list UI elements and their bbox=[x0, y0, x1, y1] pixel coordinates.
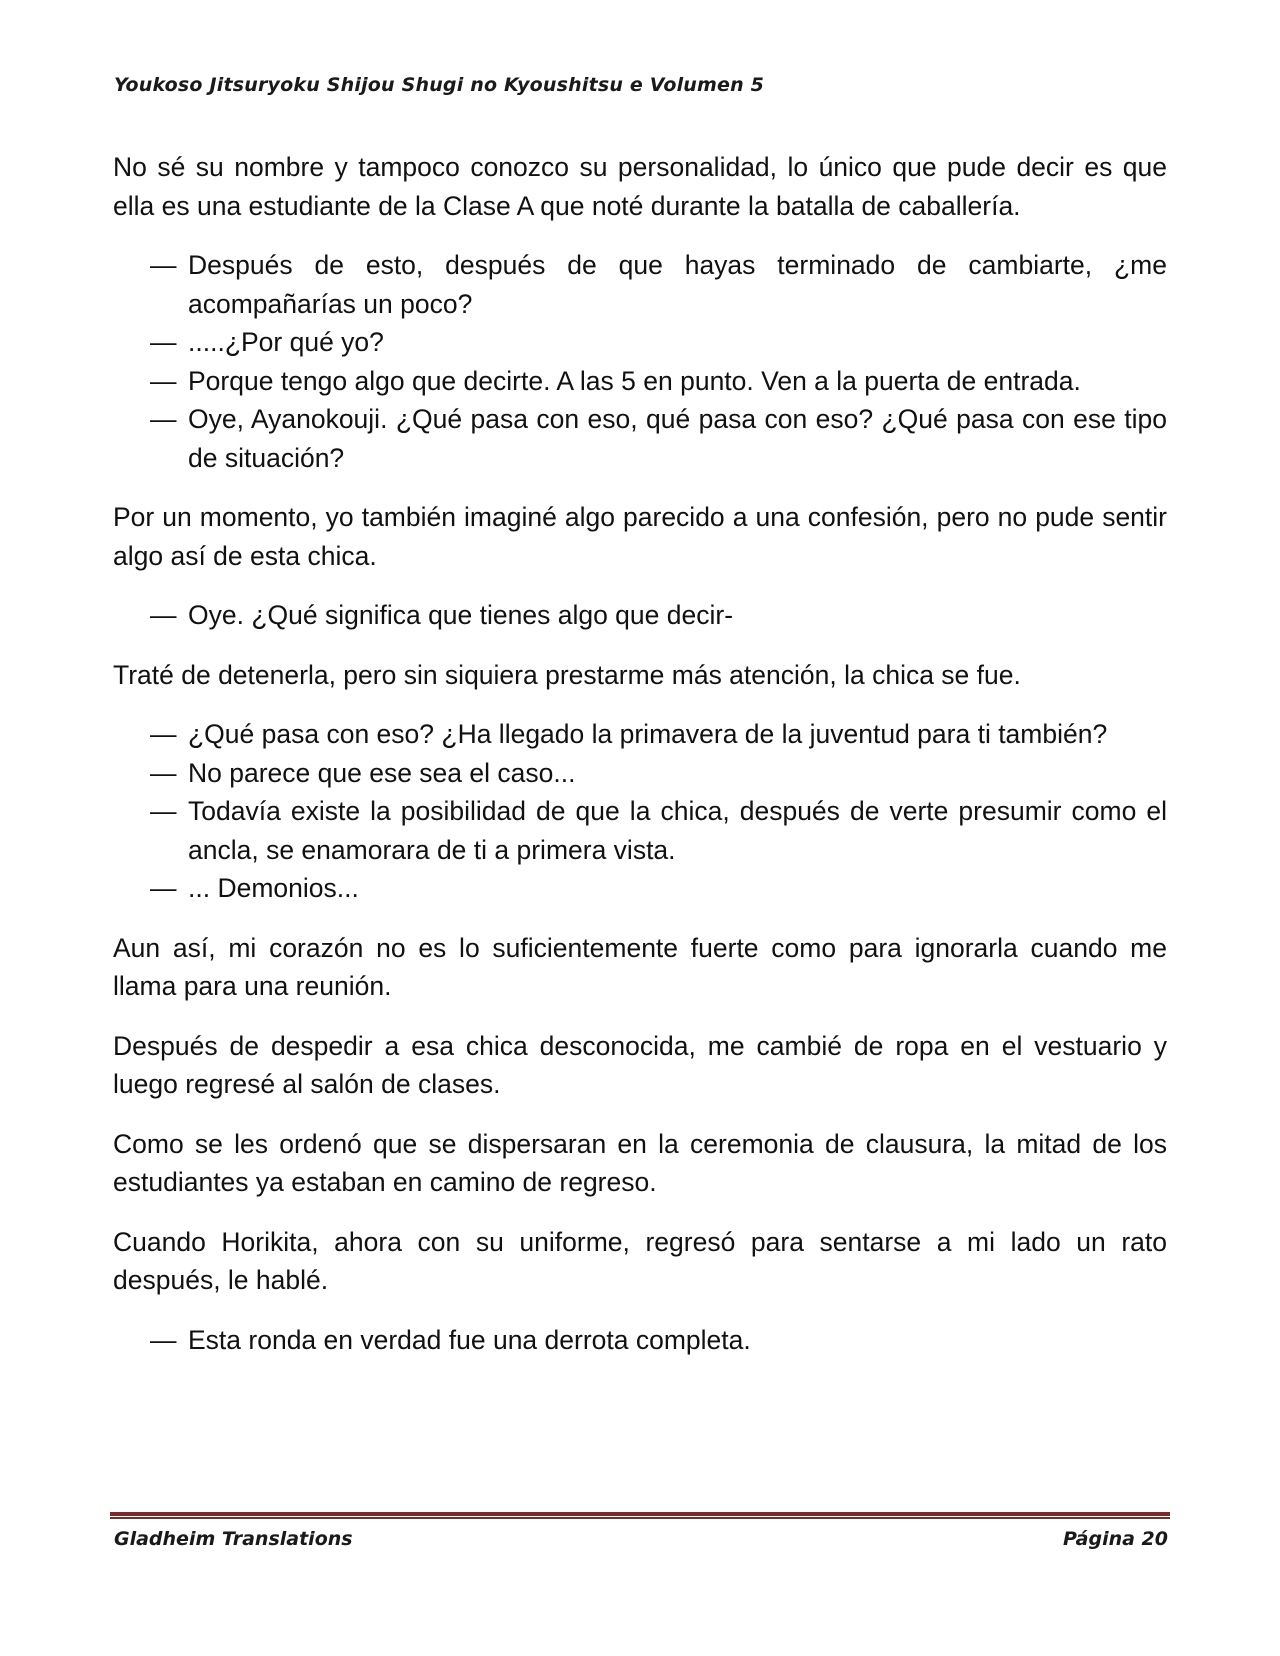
paragraph: Traté de detenerla, pero sin siquiera prestarme más atención, la chica se fue. bbox=[113, 659, 1021, 690]
page-body bbox=[113, 148, 1167, 1380]
dialogue-line bbox=[113, 596, 1167, 635]
dialogue-block bbox=[113, 596, 1167, 635]
dialogue-line bbox=[113, 715, 1167, 754]
dialogue-line bbox=[113, 323, 1167, 362]
em-dash: — bbox=[150, 757, 177, 788]
page-header-title: Youkoso Jitsuryoku Shijou Shugi no Kyoushitsu e Volumen 5 bbox=[114, 74, 765, 96]
paragraph: Por un momento, yo también imaginé algo parecido a una confesión, pero no pude sentir algo así de esta chica. bbox=[113, 502, 1167, 571]
em-dash: — bbox=[150, 327, 177, 357]
dialogue-block bbox=[113, 246, 1167, 477]
dialogue-text: Esta ronda en verdad fue una derrota completa. bbox=[188, 1324, 751, 1355]
dialogue-line bbox=[113, 246, 1167, 323]
dialogue-line bbox=[113, 869, 1167, 908]
footer-page-number: Página 20 bbox=[1062, 1528, 1168, 1550]
paragraph: No sé su nombre y tampoco conozco su personalidad, lo único que pude decir es que ella es una estudiante de la Clase A que noté durante la batalla de caballería. bbox=[113, 152, 1167, 221]
dialogue-text: Porque tengo algo que decirte. A las 5 en punto. Ven a la puerta de entrada. bbox=[188, 365, 1081, 396]
em-dash: — bbox=[150, 365, 177, 396]
paragraph: Como se les ordenó que se dispersaran en la ceremonia de clausura, la mitad de los estudiantes ya estaban en camino de regreso. bbox=[113, 1128, 1167, 1197]
dialogue-text: Después de esto, después de que hayas terminado de cambiarte, ¿me acompañarías un poco? bbox=[188, 250, 1167, 319]
dialogue-line bbox=[113, 400, 1167, 477]
dialogue-text: Oye, Ayanokouji. ¿Qué pasa con eso, qué pasa con eso? ¿Qué pasa con ese tipo de situación? bbox=[188, 404, 1167, 473]
dialogue-text: ... Demonios... bbox=[188, 873, 359, 903]
dialogue-block bbox=[113, 1321, 1167, 1360]
dialogue-block bbox=[113, 715, 1167, 908]
paragraph: Aun así, mi corazón no es lo suficientemente fuerte como para ignorarla cuando me llama para una reunión. bbox=[113, 932, 1167, 1001]
em-dash: — bbox=[150, 404, 177, 434]
dialogue-text: No parece que ese sea el caso... bbox=[188, 757, 576, 788]
dialogue-line bbox=[113, 1321, 1167, 1360]
em-dash: — bbox=[150, 796, 177, 826]
footer-divider bbox=[110, 1512, 1170, 1519]
dialogue-line bbox=[113, 754, 1167, 793]
dialogue-text: Todavía existe la posibilidad de que la chica, después de verte presumir como el ancla, se enamorara de ti a primera vista. bbox=[188, 796, 1167, 865]
dialogue-text: Oye. ¿Qué significa que tienes algo que decir- bbox=[188, 600, 734, 630]
paragraph: Después de despedir a esa chica desconocida, me cambié de ropa en el vestuario y luego regresé al salón de clases. bbox=[113, 1030, 1167, 1099]
dialogue-text: .....¿Por qué yo? bbox=[188, 327, 384, 357]
footer-publisher: Gladheim Translations bbox=[114, 1528, 353, 1550]
em-dash: — bbox=[150, 1324, 177, 1355]
em-dash: — bbox=[150, 600, 177, 630]
dialogue-text: ¿Qué pasa con eso? ¿Ha llegado la primavera de la juventud para ti también? bbox=[188, 719, 1108, 749]
em-dash: — bbox=[150, 250, 177, 280]
dialogue-line bbox=[113, 362, 1167, 401]
em-dash: — bbox=[150, 719, 177, 749]
paragraph: Cuando Horikita, ahora con su uniforme, regresó para sentarse a mi lado un rato después, le hablé. bbox=[113, 1226, 1167, 1295]
em-dash: — bbox=[150, 873, 177, 903]
dialogue-line bbox=[113, 792, 1167, 869]
